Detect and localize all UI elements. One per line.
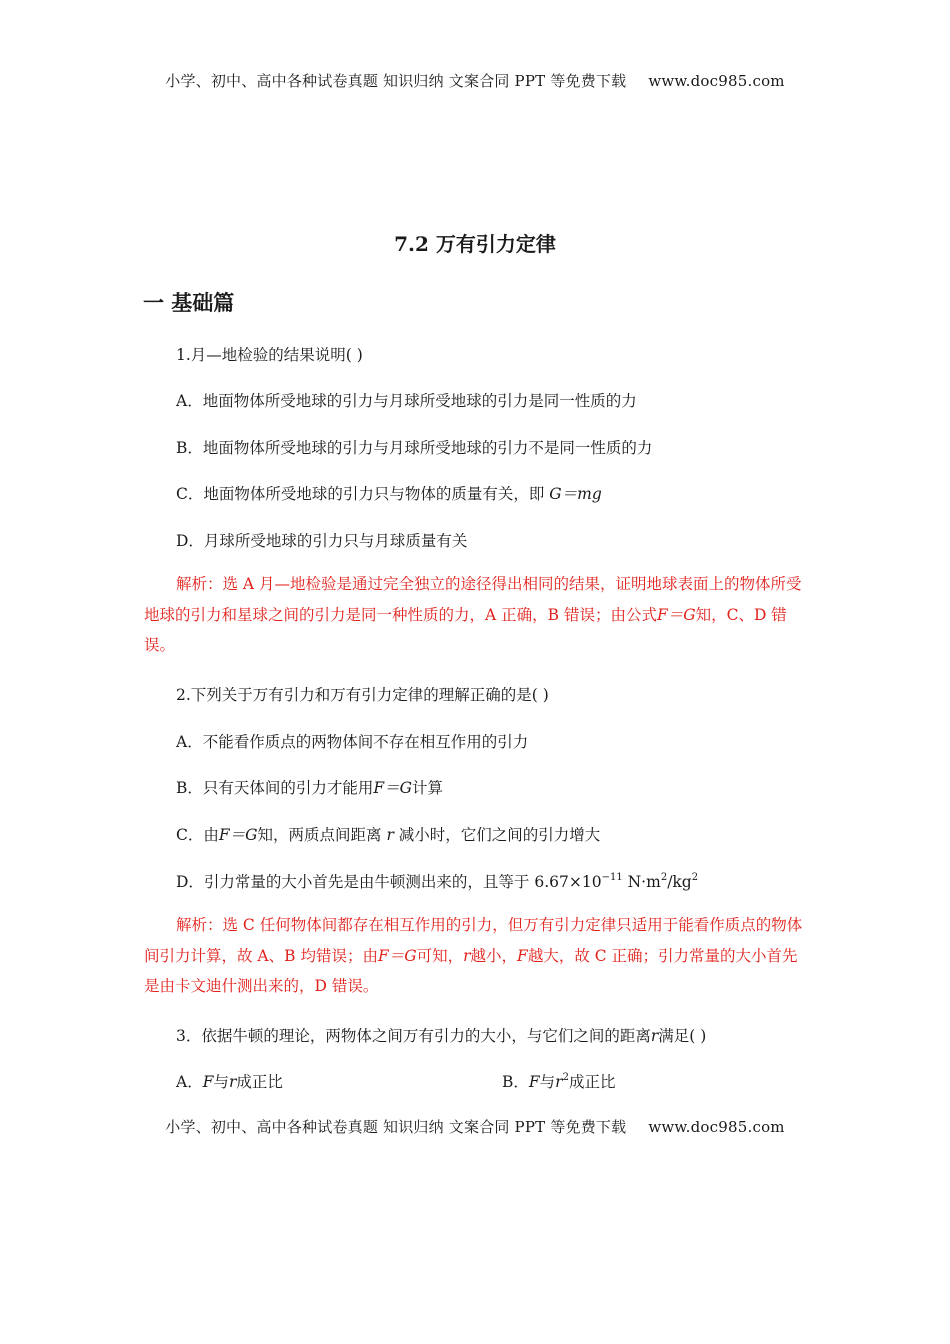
q2-answer-F: F: [517, 946, 528, 965]
q2-stem: 2.下列关于万有引力和万有引力定律的理解正确的是( ): [176, 686, 549, 704]
q3-option-a-tail: 成正比: [236, 1073, 283, 1091]
q2-option-b-tail: 计算: [412, 779, 444, 797]
q1-option-b: B．地面物体所受地球的引力与月球所受地球的引力不是同一性质的力: [176, 439, 653, 457]
q3-option-b-mid: 与: [539, 1073, 556, 1091]
q2-option-b-text: B．只有天体间的引力才能用: [176, 779, 374, 797]
q3-option-b-F: F: [528, 1073, 540, 1091]
q3-option-a: [176, 1070, 283, 1092]
q2-answer-mid2: 越小，: [470, 946, 518, 965]
q3-option-a-r: r: [228, 1073, 237, 1091]
q2-option-c-r: r: [386, 826, 394, 844]
q1-option-d: D．月球所受地球的引力只与月球质量有关: [176, 532, 468, 550]
q1-option-c-text: C．地面物体所受地球的引力只与物体的质量有关，即: [176, 485, 550, 503]
q2-answer: [144, 910, 808, 1002]
section-heading: 一 基础篇: [143, 291, 235, 315]
q2-option-d: [176, 870, 698, 892]
q3-option-b-tail: 成正比: [568, 1073, 616, 1091]
q2-option-c-tail: 减小时，它们之间的引力增大: [393, 826, 601, 844]
q2-option-c: [176, 823, 600, 845]
q1-answer-text: 解析：选 A 月—地检验是通过完全独立的途径得出相同的结果，证明地球表面上的物体所受地球的引力和星球之间的引力是同一种性质的力，A 正确，B 错误；由公式: [144, 575, 802, 624]
q1-answer-formula: F＝G: [656, 605, 696, 624]
q3-option-b: [502, 1070, 615, 1092]
q2-answer-formula: F＝G: [377, 946, 417, 965]
q2-option-d-unit: N·m: [622, 873, 661, 891]
q2-option-b: [176, 776, 443, 798]
q2-option-d-sq2: 2: [691, 872, 699, 883]
q1-option-c: [176, 482, 602, 504]
q1-stem: 1.月—地检验的结果说明( ): [176, 346, 363, 364]
header-text: 小学、初中、高中各种试卷真题 知识归纳 文案合同 PPT 等免费下载: [165, 72, 627, 90]
q3-option-b-label: B．: [502, 1073, 529, 1091]
q3-stem: [176, 1024, 706, 1046]
q2-option-c-formula: F＝G: [218, 826, 258, 844]
q1-answer-tail: 知，C、D 错误。: [144, 605, 787, 654]
footer-url[interactable]: www.doc985.com: [648, 1118, 785, 1136]
q2-answer-tail: 越大，故 C 正确；引力常量的大小首先是由卡文迪什测出来的，D 错误。: [144, 946, 798, 995]
q3-option-a-label: A．: [176, 1073, 203, 1091]
q3-option-b-sq: 2: [562, 1072, 569, 1083]
q3-option-a-mid: 与: [213, 1073, 229, 1091]
q2-answer-r: r: [463, 946, 471, 965]
page-header: [0, 70, 950, 91]
q3-stem-r: r: [650, 1027, 659, 1045]
q2-option-a: A．不能看作质点的两物体间不存在相互作用的引力: [176, 733, 529, 751]
q3-option-b-r: r: [555, 1073, 563, 1091]
q2-option-d-kg: /kg: [667, 873, 692, 891]
q1-option-c-formula: G＝mg: [549, 485, 602, 503]
footer-text: 小学、初中、高中各种试卷真题 知识归纳 文案合同 PPT 等免费下载: [165, 1118, 627, 1136]
q2-answer-mid1: 可知，: [416, 946, 464, 965]
q1-option-a: A．地面物体所受地球的引力与月球所受地球的引力是同一性质的力: [176, 392, 637, 410]
page-title: 7.2 万有引力定律: [394, 232, 556, 256]
q2-option-c-mid: 知，两质点间距离: [257, 826, 387, 844]
q2-option-d-sq: 2: [660, 872, 668, 883]
q2-option-c-text: C．由: [176, 826, 219, 844]
q2-option-b-formula: F＝G: [373, 779, 413, 797]
q1-answer: [144, 569, 808, 661]
q2-option-d-exponent: −11: [601, 872, 623, 883]
page-footer: [0, 1116, 950, 1137]
q3-stem-text: 3．依据牛顿的理论，两物体之间万有引力的大小，与它们之间的距离: [176, 1027, 651, 1045]
q3-stem-tail: 满足( ): [658, 1027, 707, 1045]
q2-answer-text: 解析：选 C 任何物体间都存在相互作用的引力，但万有引力定律只适用于能看作质点的物体间引力计算，故 A、B 均错误；由: [144, 916, 803, 965]
q3-option-a-F: F: [202, 1073, 214, 1091]
header-url[interactable]: www.doc985.com: [648, 72, 785, 90]
q2-option-d-text: D．引力常量的大小首先是由牛顿测出来的，且等于 6.67×10: [176, 873, 602, 891]
